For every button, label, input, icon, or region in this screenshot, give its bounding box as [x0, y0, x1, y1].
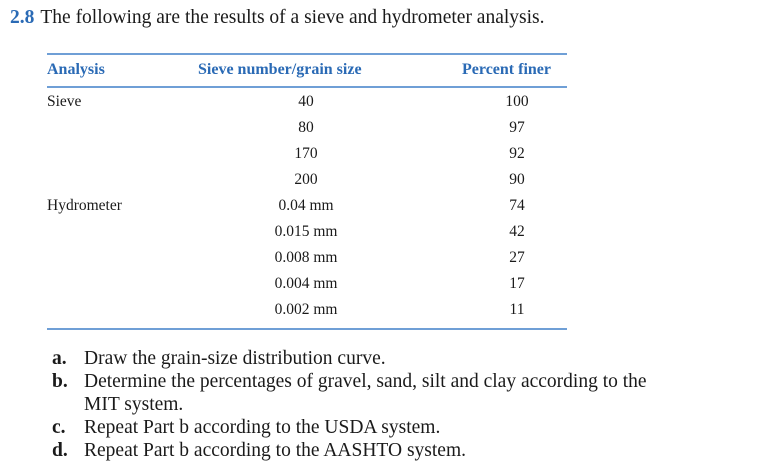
header-percent-finer: Percent finer: [462, 61, 551, 78]
table-row: [47, 195, 567, 221]
part-label: c.: [52, 417, 66, 438]
cell-sieve-number: 0.004 mm: [274, 275, 338, 292]
cell-sieve-number: 170: [294, 145, 318, 162]
cell-sieve-number: 0.002 mm: [274, 301, 338, 318]
cell-sieve-number: 200: [294, 171, 318, 188]
table-row: [47, 221, 567, 247]
question-part: [52, 347, 647, 370]
cell-percent-finer: 27: [509, 249, 525, 266]
table-row: [47, 143, 567, 169]
problem-statement: [10, 6, 545, 30]
cell-sieve-number: 0.015 mm: [274, 223, 338, 240]
table-row: [47, 299, 567, 325]
part-label: a.: [52, 348, 67, 369]
part-label: b.: [52, 371, 68, 392]
table-row: [47, 91, 567, 117]
cell-sieve-number: 80: [298, 119, 314, 136]
cell-percent-finer: 11: [509, 301, 525, 318]
cell-percent-finer: 97: [509, 119, 525, 136]
question-part: [52, 416, 647, 439]
cell-sieve-number: 0.008 mm: [274, 249, 338, 266]
part-label: d.: [52, 440, 68, 461]
cell-sieve-number: 0.04 mm: [278, 197, 334, 214]
question-part: [52, 439, 647, 462]
table-bottom-rule: [47, 328, 567, 330]
cell-analysis: Hydrometer: [47, 197, 122, 214]
question-part: [52, 370, 647, 416]
table-top-rule: [47, 53, 567, 55]
table-row: [47, 273, 567, 299]
cell-sieve-number: 40: [298, 93, 314, 110]
part-text: Draw the grain-size distribution curve.: [84, 348, 386, 369]
cell-percent-finer: 74: [509, 197, 525, 214]
cell-percent-finer: 42: [509, 223, 525, 240]
cell-percent-finer: 17: [509, 275, 525, 292]
part-text: Determine the percentages of gravel, sand, silt and clay according to the: [84, 371, 647, 392]
cell-percent-finer: 92: [509, 145, 525, 162]
problem-number: 2.8: [10, 7, 35, 28]
table-body: [47, 91, 567, 325]
part-text: Repeat Part b according to the USDA system.: [84, 417, 441, 438]
table-row: [47, 117, 567, 143]
table-header: [47, 61, 567, 83]
table-row: [47, 247, 567, 273]
table-row: [47, 169, 567, 195]
question-parts: [52, 347, 647, 462]
header-sieve-number: Sieve number/grain size: [198, 61, 362, 78]
part-text: MIT system.: [84, 394, 184, 415]
cell-analysis: Sieve: [47, 93, 82, 110]
part-text: Repeat Part b according to the AASHTO system.: [84, 440, 466, 461]
header-analysis: Analysis: [47, 61, 105, 78]
cell-percent-finer: 100: [505, 93, 529, 110]
table-header-rule: [47, 86, 567, 88]
cell-percent-finer: 90: [509, 171, 525, 188]
problem-text: The following are the results of a sieve and hydrometer analysis.: [40, 7, 545, 28]
